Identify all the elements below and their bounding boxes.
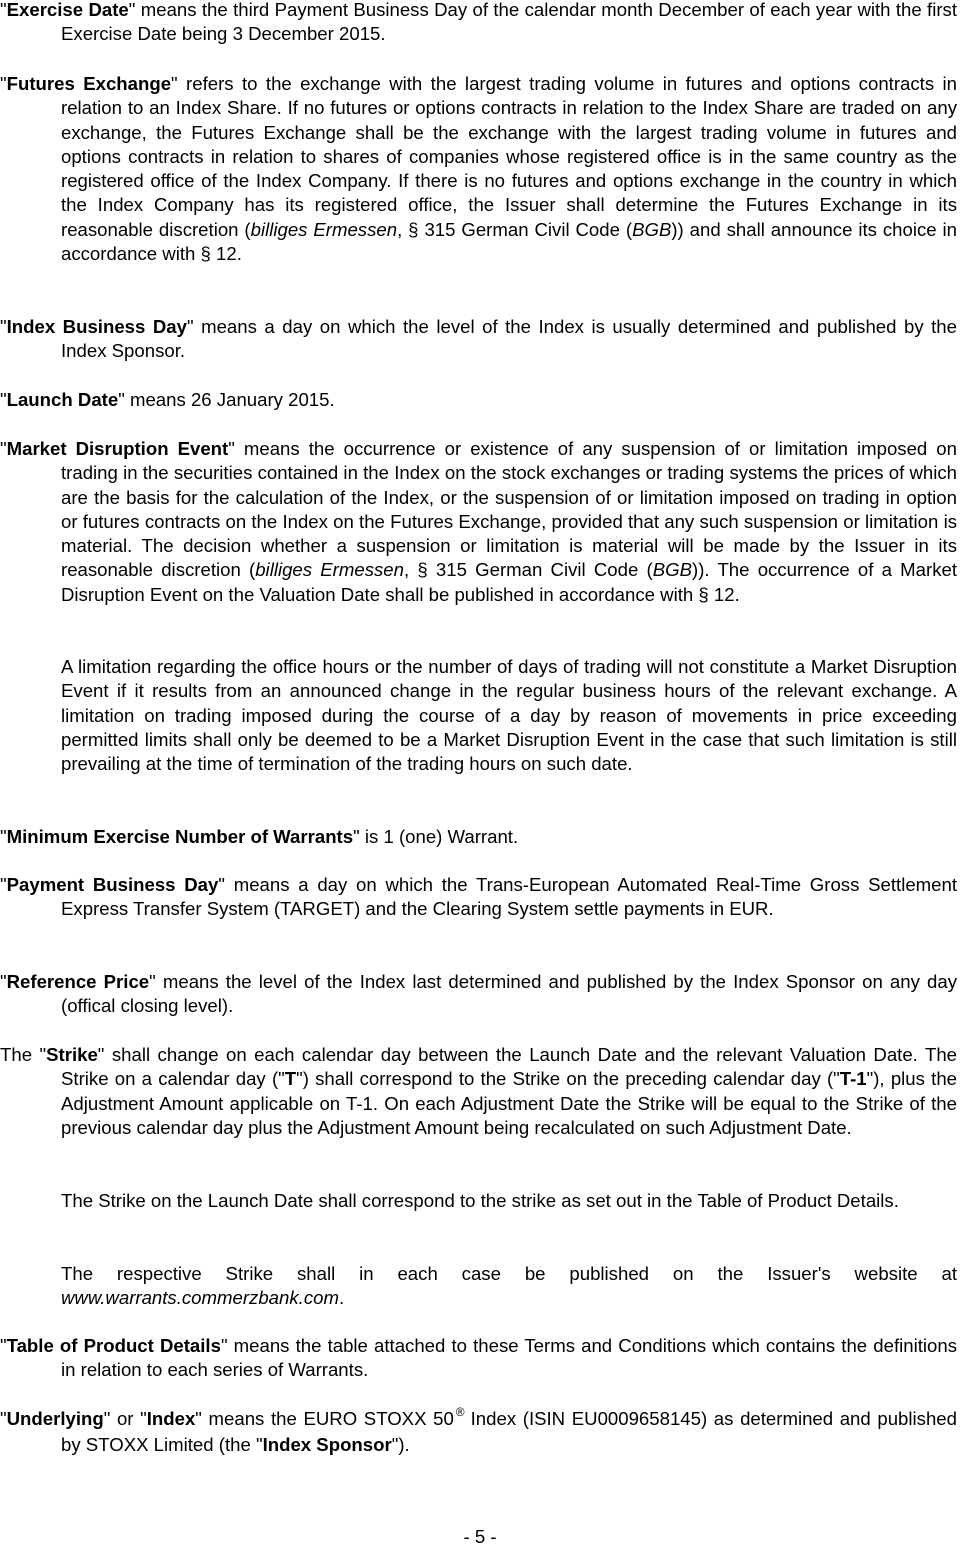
definition-exercise-date: "Exercise Date" means the third Payment Business Day of the calendar month December of each year with the first Exercise Date being 3 December 2015. xyxy=(0,0,957,45)
definition-table-of-product-details: "Table of Product Details" means the table attached to these Terms and Conditions which contains the definitions in relation to each series of Warrants. xyxy=(0,1335,957,1381)
term-index-sponsor: Index Sponsor xyxy=(262,1434,392,1456)
market-disruption-limitation-paragraph: A limitation regarding the office hours or the number of days of trading will not constitute a Market Disruption Event if it results from an announced change in the regular business hours of the relevant exchange. A limitation on trading imposed during the course of a day by reason of movements in price exceeding permitted limits shall only be deemed to be a Market Disruption Event in the case that such limitation is still prevailing at the time of termination of the trading hours on such date. xyxy=(61,656,957,775)
strike-launch-paragraph: The Strike on the Launch Date shall correspond to the strike as set out in the Table of Product Details. xyxy=(61,1190,899,1211)
term-launch-date: Launch Date xyxy=(6,389,119,410)
term-futures-exchange: Futures Exchange xyxy=(6,73,172,94)
term-exercise-date: Exercise Date xyxy=(6,0,129,20)
term-minimum-exercise-number: Minimum Exercise Number of Warrants xyxy=(6,826,354,847)
definition-market-disruption-event: "Market Disruption Event" means the occurrence or existence of any suspension of or limitation imposed on trading in the securities contained in the Index on the stock exchanges or trading systems the prices of which are the basis for the calculation of the Index, or the suspension of or limitation imposed on trading in option or futures contracts on the Index on the Futures Exchange, provided that any such suspension or limitation is material. The decision whether a suspension or limitation is material will be made by the Issuer in its reasonable discretion (billiges Ermessen, § 315 German Civil Code (BGB)). The occurrence of a Market Disruption Event on the Valuation Date shall be published in accordance with § 12. xyxy=(0,438,957,605)
term-market-disruption-event: Market Disruption Event xyxy=(6,438,229,459)
term-index: Index xyxy=(146,1408,196,1429)
definition-underlying: "Underlying" or "Index" means the EURO STOXX 50 ® Index (ISIN EU0009658145) as determined and published by STOXX Limited (the "Index Sponsor"). xyxy=(0,1405,957,1456)
issuer-website-link: www.warrants.commerzbank.com xyxy=(61,1287,339,1309)
term-strike: Strike xyxy=(46,1044,98,1065)
definition-index-business-day: "Index Business Day" means a day on which the level of the Index is usually determined and published by the Index Sponsor. xyxy=(0,316,957,362)
definition-reference-price: "Reference Price" means the level of the Index last determined and published by the Index Sponsor on any day (offical closing level). xyxy=(0,971,957,1017)
definition-launch-date: "Launch Date" means 26 January 2015. xyxy=(0,389,335,410)
term-payment-business-day: Payment Business Day xyxy=(6,874,219,895)
definition-payment-business-day: "Payment Business Day" means a day on which the Trans-European Automated Real-Time Gross Settlement Express Transfer System (TARGET) and the Clearing System settle payments in EUR. xyxy=(0,874,958,920)
registered-trademark-symbol: ® xyxy=(455,1405,465,1419)
strike-published-paragraph: The respective Strike shall in each case be published on the Issuer's website at www.warrants.commerzbank.com. xyxy=(61,1263,957,1309)
definition-futures-exchange: "Futures Exchange" refers to the exchange with the largest trading volume in futures and options contracts in relation to an Index Share. If no futures or options contracts in relation to the Index Share are traded on any exchange, the Futures Exchange shall be the exchange with the largest trading volume in futures and options contracts in relation to shares of companies whose registered office is in the same country as the registered office of the Index Company. If there is no futures and options exchange in the country in which the Index Company has its registered office, the Issuer shall determine the Futures Exchange in its reasonable discretion (billiges Ermessen, § 315 German Civil Code (BGB)) and shall announce its choice in accordance with § 12. xyxy=(0,73,958,265)
page-number: - 5 - xyxy=(463,1526,497,1547)
term-reference-price: Reference Price xyxy=(6,971,150,992)
definition-strike: The "Strike" shall change on each calendar day between the Launch Date and the relevant Valuation Date. The Strike on a calendar day ("T") shall correspond to the Strike on the preceding calendar day ("T-1"), plus the Adjustment Amount applicable on T-1. On each Adjustment Date the Strike will be equal to the Strike of the previous calendar day plus the Adjustment Amount being recalculated on such Adjustment Date. xyxy=(0,1044,958,1138)
term-underlying: Underlying xyxy=(6,1408,104,1429)
term-index-business-day: Index Business Day xyxy=(6,316,187,337)
definition-minimum-exercise-number: "Minimum Exercise Number of Warrants" is 1 (one) Warrant. xyxy=(0,826,519,847)
term-table-of-product-details: Table of Product Details xyxy=(6,1335,221,1356)
